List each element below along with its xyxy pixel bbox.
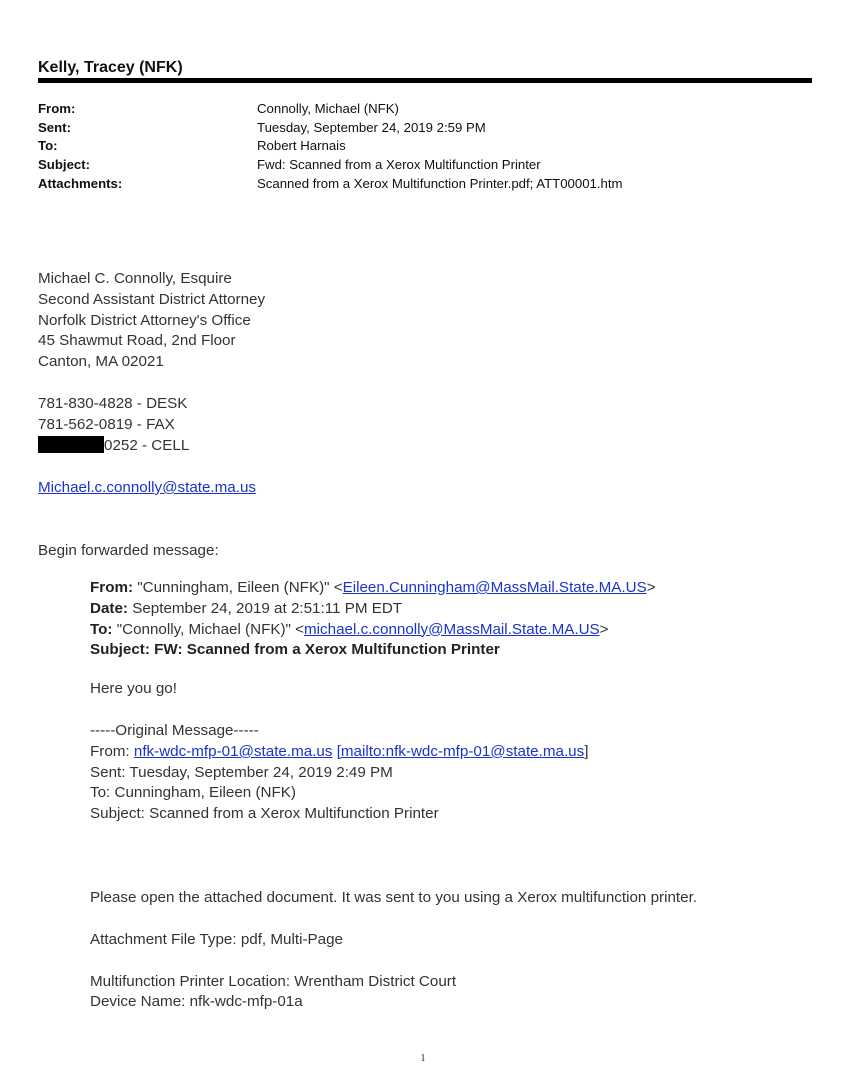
original-from-row	[90, 742, 588, 763]
forwarded-from-email-link[interactable]: Eileen.Cunningham@MassMail.State.MA.US	[342, 579, 647, 596]
header-attachments-value: Scanned from a Xerox Multifunction Printer.pdf; ATT00001.htm	[257, 175, 623, 191]
mailbox-owner-name: Kelly, Tracey (NFK)	[38, 59, 183, 76]
attachment-file-type: Attachment File Type: pdf, Multi-Page	[90, 930, 343, 948]
greeting-text: Here you go!	[90, 680, 177, 697]
signature-email-row	[38, 478, 256, 499]
header-subject-value: Fwd: Scanned from a Xerox Multifunction Printer	[257, 157, 541, 173]
forwarded-from-row	[90, 578, 656, 599]
original-to-row: To: Cunningham, Eileen (NFK)	[90, 784, 296, 802]
device-name: Device Name: nfk-wdc-mfp-01a	[90, 993, 303, 1011]
fax-number: 781-562-0819 - FAX	[38, 415, 175, 433]
forwarded-from-name: "Cunningham, Eileen (NFK)" <	[133, 579, 343, 596]
spacer	[90, 909, 697, 930]
printer-location: Multifunction Printer Location: Wrentham District Court	[90, 972, 457, 990]
header-sent-label: Sent:	[38, 119, 71, 135]
header-attachments-row	[38, 175, 798, 194]
original-mailto-link[interactable]: [mailto:nfk-wdc-mfp-01@state.ma.us	[336, 742, 585, 760]
printer-message-block	[90, 888, 697, 1013]
signature-address-line-2: Canton, MA 02021	[38, 353, 164, 371]
header-sent-value: Tuesday, September 24, 2019 2:59 PM	[257, 119, 486, 135]
phone-block	[38, 394, 189, 456]
header-to-label: To:	[38, 138, 58, 154]
header-subject-row	[38, 156, 798, 175]
header-to-row	[38, 137, 798, 156]
cell-phone-row	[38, 436, 189, 457]
forwarded-from-label: From:	[90, 579, 134, 596]
forwarded-subject-value: FW: Scanned from a Xerox Multifunction Printer	[149, 641, 500, 659]
forwarded-to-name: "Connolly, Michael (NFK)" <	[112, 620, 305, 638]
forwarded-date-row	[90, 599, 656, 620]
cell-phone: 0252 - CELL	[104, 436, 190, 454]
header-attachments-label: Attachments:	[38, 175, 123, 191]
original-message-header	[90, 721, 588, 825]
original-from-prefix: From:	[90, 742, 134, 760]
spacer	[90, 951, 697, 972]
signature-email-link[interactable]: Michael.c.connolly@state.ma.us	[38, 479, 257, 496]
header-sent-row	[38, 119, 798, 138]
signature-address-line-1: 45 Shawmut Road, 2nd Floor	[38, 332, 236, 350]
original-message-divider: -----Original Message-----	[90, 722, 259, 739]
header-to-value: Robert Harnais	[257, 138, 346, 154]
forwarded-to-row	[90, 620, 656, 641]
page-number: 1	[420, 1053, 426, 1064]
forwarded-from-close: >	[646, 579, 656, 596]
header-from-label: From:	[38, 101, 76, 116]
original-mailto-close: ]	[584, 742, 589, 760]
signature-name: Michael C. Connolly, Esquire	[38, 270, 232, 287]
forwarded-date-value: September 24, 2019 at 2:51:11 PM EDT	[127, 599, 403, 617]
header-from-row	[38, 100, 798, 119]
signature-office: Norfolk District Attorney's Office	[38, 311, 251, 329]
desk-phone: 781-830-4828 - DESK	[38, 395, 188, 412]
original-sent-row: Sent: Tuesday, September 24, 2019 2:49 PM	[90, 763, 393, 781]
original-from-email-link[interactable]: nfk-wdc-mfp-01@state.ma.us	[133, 742, 333, 760]
forwarded-header	[90, 578, 656, 661]
signature-block	[38, 269, 265, 373]
begin-forwarded-label: Begin forwarded message:	[38, 542, 219, 559]
header-from-value: Connolly, Michael (NFK)	[257, 101, 399, 116]
forwarded-to-label: To:	[90, 620, 113, 638]
forwarded-date-label: Date:	[90, 599, 128, 617]
forwarded-to-close: >	[599, 620, 609, 638]
header-subject-label: Subject:	[38, 157, 91, 173]
original-subject-row: Subject: Scanned from a Xerox Multifunction Printer	[90, 805, 439, 823]
forwarded-subject-row	[90, 640, 656, 661]
header-rule	[38, 78, 812, 83]
signature-title: Second Assistant District Attorney	[38, 290, 266, 308]
email-header	[38, 100, 798, 193]
forwarded-to-email-link[interactable]: michael.c.connolly@MassMail.State.MA.US	[304, 620, 600, 638]
printer-message: Please open the attached document. It was sent to you using a Xerox multifunction printer.	[90, 889, 698, 906]
forwarded-subject-label: Subject:	[90, 641, 150, 659]
redaction-box	[38, 436, 104, 453]
